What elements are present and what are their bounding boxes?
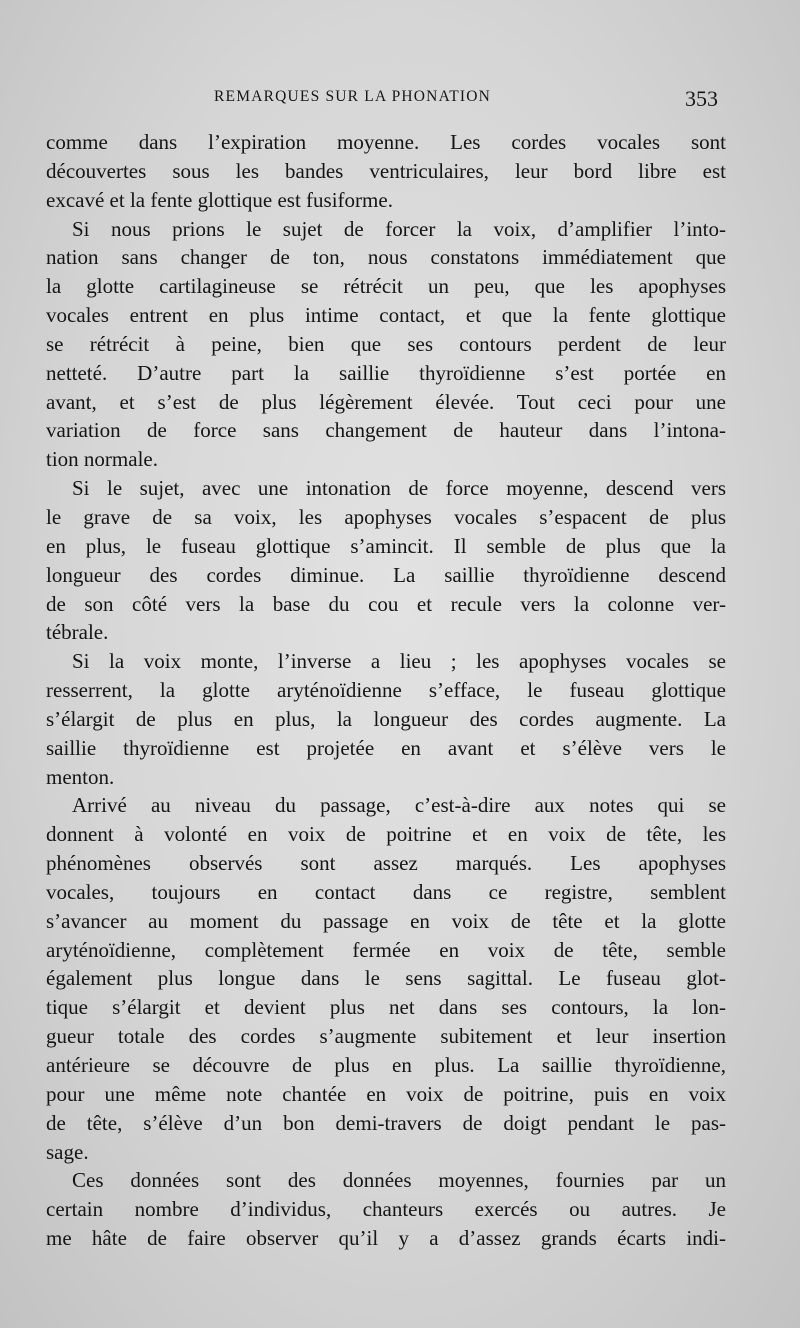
text-line: Si la voix monte, l’inverse a lieu ; les apophyses vocales se xyxy=(72,649,726,674)
page-number: 353 xyxy=(685,86,718,111)
text-line: tébrale. xyxy=(46,620,109,645)
text-line: Ces données sont des données moyennes, fournies par un xyxy=(72,1168,726,1193)
text-line: gueur totale des cordes s’augmente subitement et leur insertion xyxy=(46,1024,726,1049)
text-line: se rétrécit à peine, bien que ses contours perdent de leur xyxy=(46,331,726,356)
text-line: avant, et s’est de plus légèrement élevée. Tout ceci pour une xyxy=(46,389,726,414)
text-line: tion normale. xyxy=(46,447,158,472)
text-line: longueur des cordes diminue. La saillie thyroïdienne descend xyxy=(46,562,726,587)
text-line: le grave de sa voix, les apophyses vocales s’espacent de plus xyxy=(46,504,726,529)
text-line: certain nombre d’individus, chanteurs exercés ou autres. Je xyxy=(46,1197,726,1222)
text-line: netteté. D’autre part la saillie thyroïdienne s’est portée en xyxy=(46,360,726,385)
text-line: découvertes sous les bandes ventriculaires, leur bord libre est xyxy=(46,158,726,183)
text-line: de tête, s’élève d’un bon demi-travers de doigt pendant le pas- xyxy=(46,1110,726,1135)
text-line: vocales, toujours en contact dans ce registre, semblent xyxy=(46,879,726,904)
text-line: la glotte cartilagineuse se rétrécit un peu, que les apophyses xyxy=(46,274,726,299)
running-head: REMARQUES SUR LA PHONATION xyxy=(214,88,492,105)
body-text xyxy=(46,128,726,1253)
text-line: comme dans l’expiration moyenne. Les cordes vocales sont xyxy=(46,130,726,154)
text-line: Si nous prions le sujet de forcer la voix, d’amplifier l’into- xyxy=(72,216,726,241)
text-line: de son côté vers la base du cou et recule vers la colonne ver- xyxy=(46,591,726,616)
text-line: sage. xyxy=(46,1139,89,1164)
page-header xyxy=(46,86,718,114)
text-line: s’avancer au moment du passage en voix de tête et la glotte xyxy=(46,908,726,933)
text-line: resserrent, la glotte aryténoïdienne s’efface, le fuseau glottique xyxy=(46,678,726,703)
text-line: variation de force sans changement de hauteur dans l’intona- xyxy=(46,418,726,443)
text-line: saillie thyroïdienne est projetée en avant et s’élève vers le xyxy=(46,735,726,760)
text-line: Si le sujet, avec une intonation de force moyenne, descend vers xyxy=(72,476,726,501)
text-line: tique s’élargit et devient plus net dans ses contours, la lon- xyxy=(46,995,726,1020)
text-line: en plus, le fuseau glottique s’amincit. Il semble de plus que la xyxy=(46,533,726,558)
text-line: antérieure se découvre de plus en plus. La saillie thyroïdienne, xyxy=(46,1053,726,1077)
text-line: pour une même note chantée en voix de poitrine, puis en voix xyxy=(46,1081,726,1106)
text-line: phénomènes observés sont assez marqués. Les apophyses xyxy=(46,851,726,876)
text-line: nation sans changer de ton, nous constatons immédiatement que xyxy=(46,245,726,270)
text-line: me hâte de faire observer qu’il y a d’assez grands écarts indi- xyxy=(46,1226,726,1251)
text-line: aryténoïdienne, complètement fermée en voix de tête, semble xyxy=(46,937,726,962)
text-line: excavé et la fente glottique est fusiforme. xyxy=(46,187,393,212)
text-line: Arrivé au niveau du passage, c’est-à-dire aux notes qui se xyxy=(72,793,726,818)
text-line: également plus longue dans le sens sagittal. Le fuseau glot- xyxy=(46,966,726,991)
text-line: donnent à volonté en voix de poitrine et en voix de tête, les xyxy=(46,822,726,847)
text-line: vocales entrent en plus intime contact, et que la fente glottique xyxy=(46,303,726,328)
text-line: s’élargit de plus en plus, la longueur des cordes augmente. La xyxy=(46,706,726,731)
text-line: menton. xyxy=(46,764,115,789)
